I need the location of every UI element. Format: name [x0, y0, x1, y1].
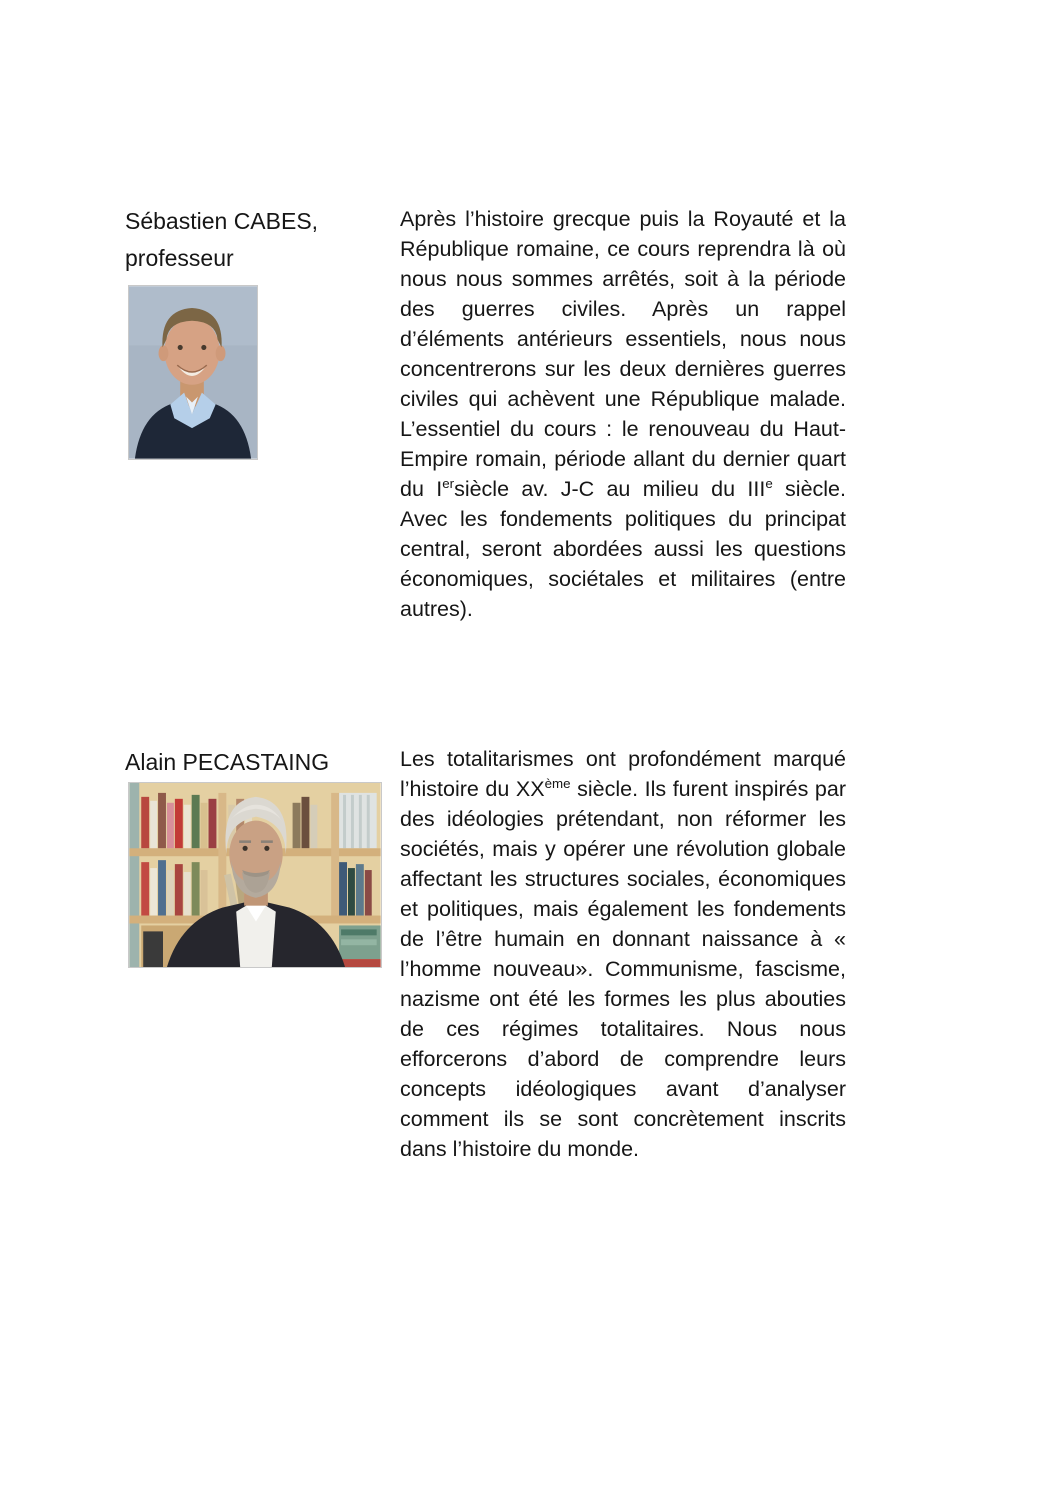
photo-alain-pecastaing — [128, 782, 382, 968]
photo-sebastien-cabes — [128, 285, 258, 460]
professor-name — [125, 744, 329, 781]
professor-name-line: Sébastien CABES, — [125, 208, 319, 234]
course-description: Après l’histoire grecque puis la Royauté et la République romaine, ce cours reprendra là où nous nous sommes arrêtés, soit à la période des guerres civiles. Après un rappel d’éléments antérieurs essentiels, nous nous concentrerons sur les deux dernières guerres civiles qui achèvent une République malade. L’essentiel du cours : le renouveau du Haut-Empire romain, période allant du dernier quart du Iersiècle av. J-C au milieu du IIIe siècle. Avec les fondements politiques du principat central, seront abordées aussi les questions économiques, sociétales et militaires (entre autres). — [400, 207, 846, 621]
portrait-photo-icon — [128, 782, 382, 968]
course-description: Les totalitarismes ont profondément marqué l’histoire du XXème siècle. Ils furent inspirés par des idéologies prétendant, non réformer les sociétés, mais y opérer une révolution globale affectant les structures sociales, économiques et politiques, mais également les fondements de l’être humain en donnant naissance à « l’homme nouveau». Communisme, fascisme, nazisme ont été les formes les plus abouties de ces régimes totalitaires. Nous nous efforcerons d’abord de comprendre leurs concepts idéologiques avant d’analyser comment ils se sont concrètement inscrits dans l’histoire du monde. — [400, 747, 846, 1161]
professor-name — [125, 203, 318, 277]
professor-name-line: Alain PECASTAING — [125, 749, 330, 775]
portrait-photo-icon — [128, 285, 258, 460]
professor-title-line: professeur — [125, 245, 234, 271]
